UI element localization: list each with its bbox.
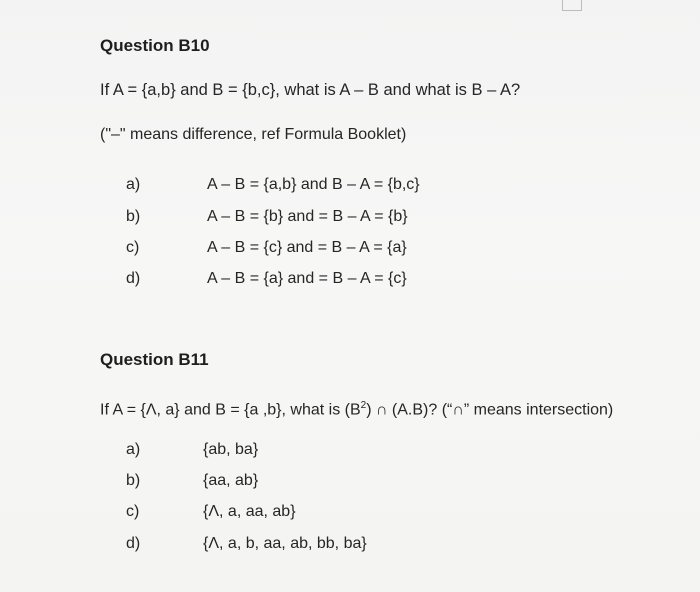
question-b10-note: ("–" means difference, ref Formula Booklet) <box>100 126 407 143</box>
question-b10-option-a-text: A – B = {a,b} and B – A = {b,c} <box>207 176 420 193</box>
question-b11-option-a-text: {ab, ba} <box>203 441 259 458</box>
question-b10-option-b-text: A – B = {b} and = B – A = {b} <box>207 208 408 225</box>
question-b11-prompt-end: ) ∩ (A.B)? (“∩” means intersection) <box>366 401 614 419</box>
question-b10-option-d-text: A – B = {a} and = B – A = {c} <box>207 270 407 287</box>
question-b10-title: Question B10 <box>100 36 210 55</box>
question-b11-option-a-letter: a) <box>126 441 141 458</box>
question-b10-prompt: If A = {a,b} and B = {b,c}, what is A – B and what is B – A? <box>100 81 521 99</box>
question-b10-option-d-letter: d) <box>126 270 141 287</box>
question-b11-option-c-text: {Λ, a, aa, ab} <box>203 503 296 520</box>
question-b11-option-b-letter: b) <box>126 472 141 489</box>
question-b11-title: Question B11 <box>100 350 209 369</box>
question-b10-option-b-letter: b) <box>126 208 141 225</box>
question-b10-option-a-letter: a) <box>126 176 141 193</box>
question-b11-option-b-text: {aa, ab} <box>203 472 259 489</box>
page-corner-mark <box>562 0 582 11</box>
question-b10-option-c-text: A – B = {c} and = B – A = {a} <box>207 239 407 256</box>
question-b10-option-c-letter: c) <box>126 239 140 256</box>
question-b11-prompt-superscript: 2 <box>360 400 367 411</box>
question-b11-option-d-text: {Λ, a, b, aa, ab, bb, ba} <box>203 535 367 552</box>
question-b11-option-d-letter: d) <box>126 535 141 552</box>
question-b11-prompt-start: If A = {Λ, a} and B = {a ,b}, what is (B <box>100 401 361 419</box>
question-b11-prompt <box>100 400 613 419</box>
question-b11-option-c-letter: c) <box>126 503 140 520</box>
